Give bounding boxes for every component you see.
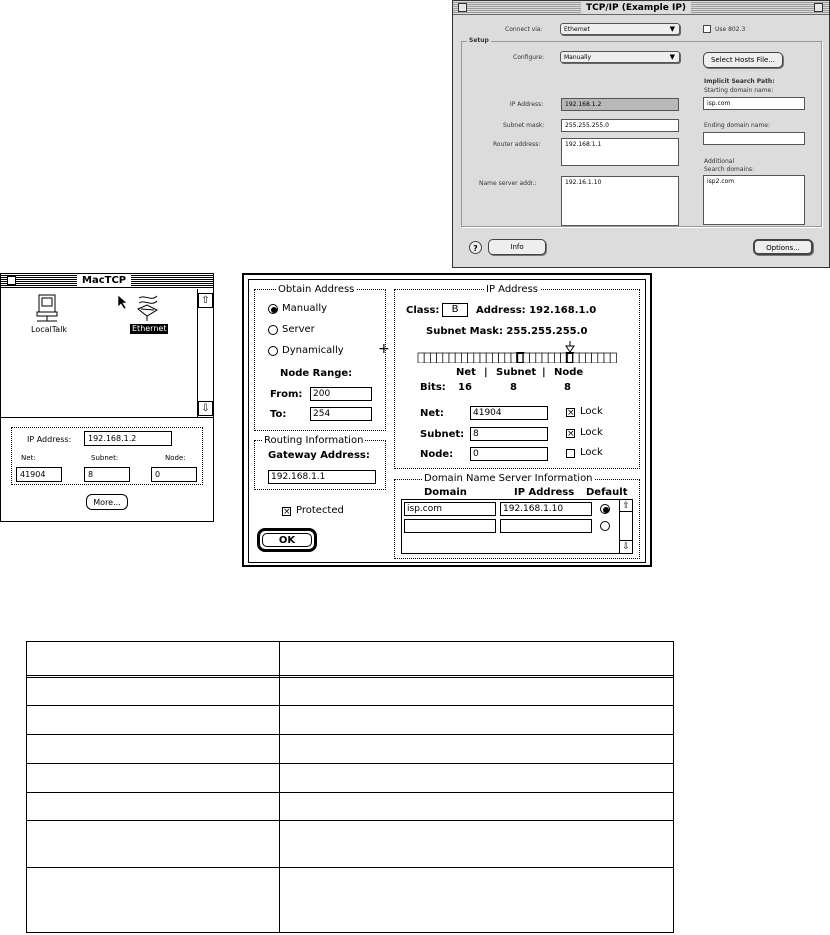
dns-header-domain: Domain [424, 487, 467, 498]
net-label: Net: [420, 408, 444, 419]
protected-checkbox[interactable]: × [283, 507, 291, 517]
dns-title: Domain Name Server Information [424, 473, 593, 484]
localtalk-icon[interactable] [35, 294, 61, 322]
to-label: To: [270, 409, 287, 420]
node-label: Node: [165, 454, 186, 462]
table-row [27, 764, 673, 793]
title-bar[interactable] [1, 274, 213, 288]
use-8023-checkbox[interactable] [703, 25, 711, 33]
table-header-row [27, 642, 673, 678]
configure-popup[interactable] [560, 51, 680, 63]
bit-header-node: Node [554, 367, 584, 378]
router-address-field[interactable]: 192.168.1.1 [561, 138, 679, 166]
bit-cell [579, 353, 585, 363]
starting-domain-label: Starting domain name: [704, 87, 774, 94]
window-title: MacTCP [77, 274, 131, 287]
name-server-label: Name server addr.: [479, 180, 537, 187]
bit-header-subnet: Subnet [496, 367, 537, 378]
bit-cell [492, 353, 498, 363]
scroll-down-arrow-icon[interactable]: ⇩ [198, 401, 213, 416]
subnet-mask-text: Subnet Mask: 255.255.255.0 [426, 326, 588, 337]
popup-arrow-icon: ▼ [669, 25, 675, 33]
bit-cell [505, 353, 511, 363]
table-row [27, 706, 673, 735]
dns-ip-field[interactable]: 192.168.1.10 [500, 502, 592, 516]
bit-header-sep-1: | [484, 367, 488, 378]
ip-address-title: IP Address [486, 284, 538, 295]
subnet-lock-checkbox[interactable]: × [567, 429, 575, 439]
dns-header-default: Default [586, 487, 628, 498]
bit-cell [610, 353, 616, 363]
node-field[interactable]: 0 [151, 467, 197, 482]
bit-cell [604, 353, 610, 363]
options-button[interactable]: Options... [753, 239, 813, 255]
subnet-bit-slider[interactable] [416, 341, 622, 363]
popup-arrow-icon: ▼ [669, 53, 675, 61]
select-hosts-file-button[interactable]: Select Hosts File... [703, 52, 783, 68]
table-row [27, 735, 673, 764]
bit-header-net: Net [456, 367, 476, 378]
ip-address-label: IP Address: [27, 435, 72, 444]
bit-cell [468, 353, 474, 363]
to-field[interactable]: 254 [310, 407, 372, 421]
dynamically-label: Dynamically [282, 345, 344, 356]
table-row [27, 868, 673, 932]
help-icon[interactable]: ? [469, 241, 482, 254]
address-text: Address: 192.168.1.0 [476, 305, 597, 316]
subnet-field[interactable]: 8 [470, 427, 548, 441]
bit-cell [523, 353, 529, 363]
bit-cell [573, 353, 579, 363]
setup-label: Setup [469, 37, 489, 44]
bit-cell [592, 353, 598, 363]
bit-cell [598, 353, 604, 363]
bit-cell [430, 353, 436, 363]
server-label: Server [282, 324, 315, 335]
info-button[interactable]: Info [488, 239, 546, 255]
config-dialog [242, 273, 652, 567]
dns-default-radio[interactable] [600, 504, 610, 514]
cursor-arrow-icon [117, 294, 129, 310]
bit-cell [480, 353, 486, 363]
obtain-address-title: Obtain Address [278, 284, 355, 295]
bit-cell [424, 353, 430, 363]
manually-label: Manually [282, 303, 328, 314]
dns-scrollbar[interactable] [619, 500, 632, 553]
net-lock-checkbox[interactable]: × [567, 408, 575, 418]
dns-ip-field[interactable] [500, 519, 592, 533]
scroll-up-arrow-icon[interactable]: ⇧ [198, 293, 213, 308]
bit-header-sep-2: | [542, 367, 546, 378]
net-field[interactable]: 41904 [16, 467, 62, 482]
localtalk-label: LocalTalk [31, 325, 68, 334]
ok-button[interactable] [257, 528, 317, 552]
subnet-field[interactable]: 8 [84, 467, 130, 482]
starting-domain-field[interactable]: isp.com [703, 97, 805, 110]
name-server-field[interactable]: 192.16.1.10 [561, 176, 679, 226]
ip-address-field[interactable]: 192.168.1.2 [84, 431, 172, 446]
bit-cell [443, 353, 449, 363]
net-lock-label: Lock [580, 406, 603, 417]
subnet-lock-label: Lock [580, 427, 603, 438]
bits-label: Bits: [420, 382, 446, 393]
scroll-down-arrow-icon[interactable]: ⇩ [620, 540, 632, 552]
from-field[interactable]: 200 [310, 387, 372, 401]
configure-label: Configure: [513, 54, 545, 61]
connect-via-popup[interactable] [560, 23, 680, 35]
bit-cell [449, 353, 455, 363]
bit-cell [437, 353, 443, 363]
ethernet-icon[interactable] [135, 292, 161, 322]
subnet-mask-field[interactable]: 255.255.255.0 [561, 119, 679, 132]
dns-domain-field[interactable]: isp.com [404, 502, 496, 516]
server-radio[interactable] [268, 325, 278, 335]
divider [1, 417, 213, 418]
additional-search-label-1: Additional [704, 158, 735, 165]
more-button[interactable]: More... [86, 494, 128, 510]
bit-cell [548, 353, 554, 363]
column-divider [279, 642, 280, 932]
bit-cell [455, 353, 461, 363]
additional-search-field[interactable]: isp2.com [703, 175, 805, 225]
from-label: From: [270, 389, 303, 400]
subnet-label: Subnet: [91, 454, 119, 462]
protected-label: Protected [296, 505, 344, 516]
bit-cell [418, 353, 424, 363]
net-label: Net: [21, 454, 36, 462]
bit-cell [499, 353, 505, 363]
bit-cell [536, 353, 542, 363]
router-address-label: Router address: [493, 141, 541, 148]
dns-domain-field[interactable] [404, 519, 496, 533]
bits-subnet-value: 8 [510, 382, 517, 393]
close-box[interactable] [458, 3, 467, 12]
table-row [27, 821, 673, 868]
subnet-mask-label: Subnet mask: [503, 122, 545, 129]
bits-node-value: 8 [564, 382, 571, 393]
ethernet-label: Ethernet [132, 324, 167, 333]
gateway-address-label: Gateway Address: [268, 450, 370, 461]
bit-cell [486, 353, 492, 363]
bit-cell [567, 353, 573, 363]
routing-information-title: Routing Information [264, 435, 364, 446]
table-row [27, 678, 673, 706]
close-box[interactable] [7, 276, 16, 285]
node-lock-label: Lock [580, 447, 603, 458]
table-row [27, 793, 673, 821]
net-field[interactable]: 41904 [470, 406, 548, 420]
ending-domain-field[interactable] [703, 132, 805, 145]
ok-button-label: OK [262, 533, 312, 547]
ending-domain-label: Ending domain name: [704, 122, 771, 129]
bit-cell [542, 353, 548, 363]
node-label: Node: [420, 449, 454, 460]
implicit-search-path-label: Implicit Search Path: [704, 78, 775, 85]
dynamically-radio[interactable] [268, 346, 278, 356]
dns-default-radio[interactable] [600, 521, 610, 531]
ip-address-field[interactable]: 192.168.1.2 [561, 98, 679, 111]
additional-search-label-2: Search domains: [704, 166, 755, 173]
gateway-address-field[interactable]: 192.168.1.1 [268, 470, 376, 484]
mactcp-window [0, 273, 214, 522]
subnet-label: Subnet: [420, 429, 465, 440]
title-bar[interactable] [453, 1, 829, 15]
node-range-label: Node Range: [280, 368, 353, 379]
bit-cell [517, 353, 523, 363]
vertical-scrollbar[interactable] [197, 289, 213, 417]
scroll-up-arrow-icon[interactable]: ⇧ [620, 500, 632, 512]
dns-header-ip: IP Address [514, 487, 575, 498]
window-title: TCP/IP (Example IP) [581, 2, 691, 14]
bits-net-value: 16 [458, 382, 472, 393]
class-field[interactable]: B [442, 303, 468, 317]
bit-cell [585, 353, 591, 363]
class-label: Class: [406, 305, 440, 316]
node-lock-checkbox[interactable] [566, 449, 575, 458]
tcpip-window [452, 0, 830, 268]
crosshair-cursor-icon: + [378, 341, 390, 357]
manually-radio[interactable] [268, 304, 278, 314]
zoom-box[interactable] [814, 3, 823, 12]
ip-address-group [394, 289, 640, 469]
configure-value: Manually [564, 54, 592, 61]
use-8023-label: Use 802.3 [715, 26, 746, 33]
bit-cell [474, 353, 480, 363]
connect-via-label: Connect via: [505, 26, 543, 33]
empty-table [26, 641, 674, 933]
ip-address-label: IP Address: [510, 101, 544, 108]
node-field[interactable]: 0 [470, 447, 548, 461]
connect-via-value: Ethernet [564, 26, 590, 33]
bit-cell [461, 353, 467, 363]
bit-cell [554, 353, 560, 363]
bit-cell [530, 353, 536, 363]
